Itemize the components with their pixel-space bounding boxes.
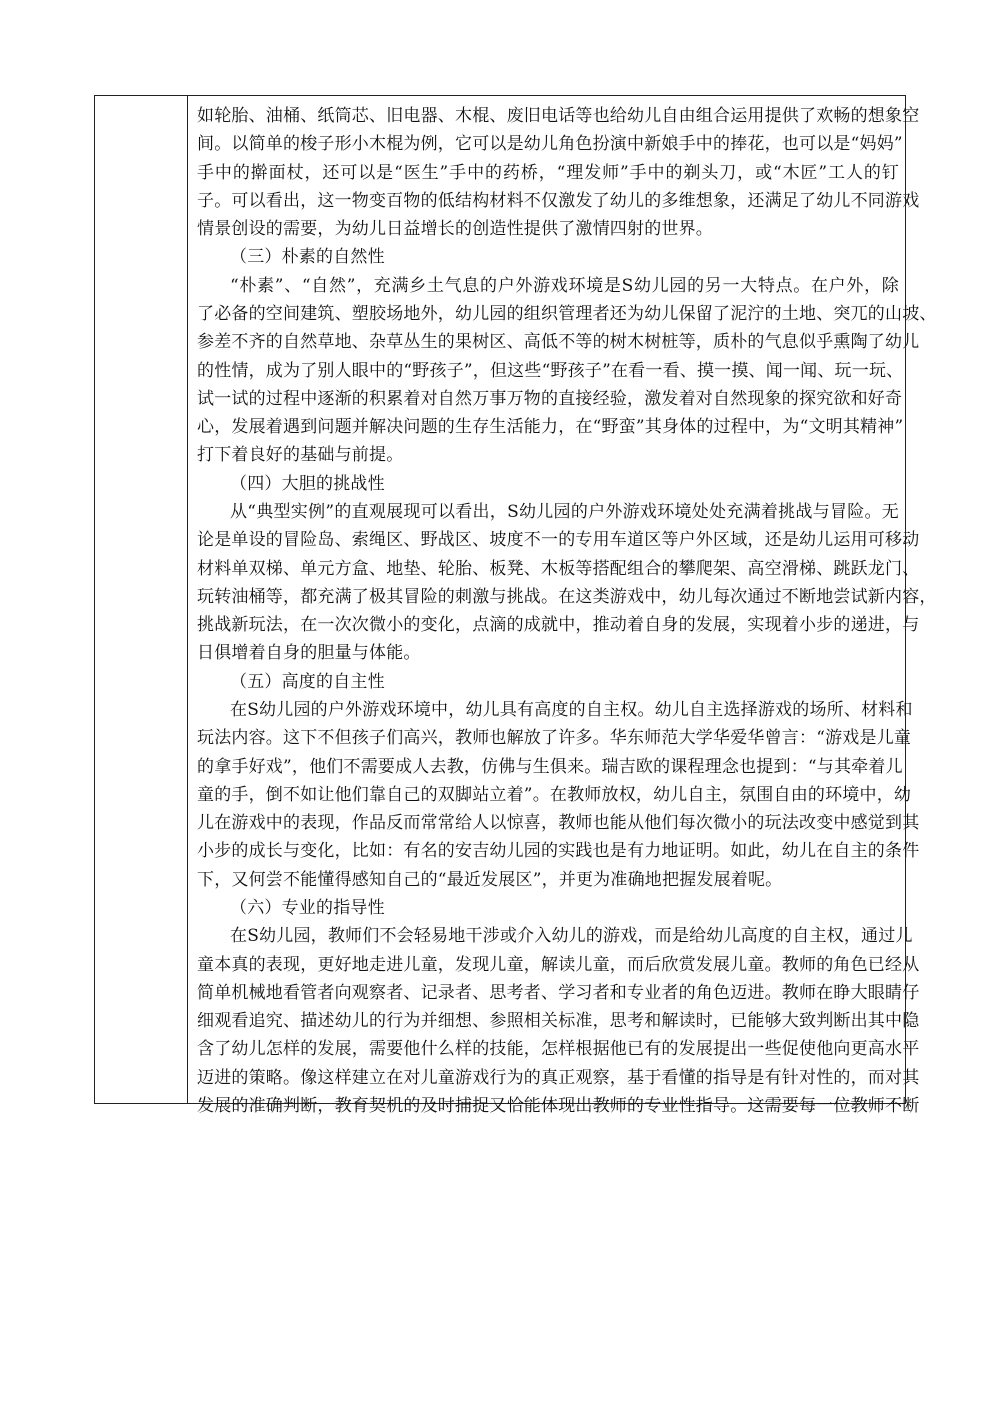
text-line: 材料单双梯、单元方盒、地垫、轮胎、板凳、木板等搭配组合的攀爬架、高空滑梯、跳跃龙门、 (197, 558, 920, 579)
table-left-column (95, 96, 188, 1103)
text-line: 挑战新玩法，在一次次微小的变化，点滴的成就中，推动着自身的发展，实现着小步的递进，与 (197, 615, 920, 636)
text-line: 参差不齐的自然草地、杂草丛生的果树区、高低不等的树木树桩等，质朴的气息似乎熏陶了幼儿 (197, 332, 920, 353)
text-line: 玩转油桶等，都充满了极其冒险的刺激与挑战。在这类游戏中，幼儿每次通过不断地尝试新内容， (197, 586, 937, 607)
text-line: 情景创设的需要，为幼儿日益增长的创造性提供了激情四射的世界。 (197, 219, 713, 240)
text-line: 的拿手好戏”，他们不需要成人去教，仿佛与生俱来。瑞吉欧的课程理念也提到：“与其牵着儿 (197, 756, 903, 777)
text-line: 小步的成长与变化，比如：有名的安吉幼儿园的实践也是有力地证明。如此，幼儿在自主的条件 (197, 841, 920, 862)
text-line: 子。可以看出，这一物变百物的低结构材料不仅激发了幼儿的多维想象，还满足了幼儿不同游戏 (197, 190, 920, 211)
text-line: “朴素”、“自然”，充满乡土气息的户外游戏环境是S幼儿园的另一大特点。在户外，除 (230, 275, 899, 296)
section-heading: （三）朴素的自然性 (230, 247, 385, 268)
text-line: 如轮胎、油桶、纸筒芯、旧电器、木棍、废旧电话等也给幼儿自由组合运用提供了欢畅的想象空 (197, 106, 920, 126)
text-line: 发展的准确判断，教育契机的及时捕捉又恰能体现出教师的专业性指导。这需要每一位教师不断 (197, 1096, 920, 1116)
text-line: 童本真的表现，更好地走进儿童，发现儿童，解读儿童，而后欣赏发展儿童。教师的角色已经从 (197, 954, 920, 975)
text-line: 细观看追究、描述幼儿的行为并细想、参照相关标准，思考和解读时，已能够大致判断出其中隐 (197, 1011, 920, 1032)
text-line: 间。以简单的梭子形小木棍为例，它可以是幼儿角色扮演中新娘手中的捧花，也可以是“妈妈” (197, 134, 903, 155)
text-line: 在S幼儿园的户外游戏环境中，幼儿具有高度的自主权。幼儿自主选择游戏的场所、材料和 (230, 700, 913, 720)
text-line: 童的手，倒不如让他们靠自己的双脚站立着”。在教师放权，幼儿自主，氛围自由的环境中，幼 (197, 784, 912, 805)
table-content-cell (188, 96, 937, 1116)
section-heading: （四）大胆的挑战性 (230, 473, 385, 494)
text-line: 简单机械地看管者向观察者、记录者、思考者、学习者和专业者的角色迈进。教师在睁大眼睛仔 (197, 982, 920, 1003)
text-line: 日俱增着自身的胆量与体能。 (197, 643, 421, 664)
text-line: 试一试的过程中逐渐的积累着对自然万事万物的直接经验，激发着对自然现象的探究欲和好奇 (197, 388, 903, 409)
document-table (94, 95, 937, 1116)
section-heading: （六）专业的指导性 (230, 898, 385, 918)
text-line: 论是单设的冒险岛、索绳区、野战区、坡度不一的专用车道区等户外区域，还是幼儿运用可移动 (197, 530, 920, 551)
section-heading: （五）高度的自主性 (230, 671, 385, 692)
text-line: 下，又何尝不能懂得感知自己的“最近发展区”，并更为准确地把握发展着呢。 (197, 869, 783, 890)
text-line: 的性情，成为了别人眼中的“野孩子”，但这些“野孩子”在看一看、摸一摸、闻一闻、玩一玩、 (197, 360, 904, 381)
text-line: 手中的擀面杖，还可以是“医生”手中的药桥，“理发师”手中的剃头刀，或“木匠”工人的钉 (197, 162, 899, 183)
text-line: 打下着良好的基础与前提。 (197, 445, 404, 466)
text-line: 含了幼儿怎样的发展，需要他什么样的技能，怎样根据他已有的发展提出一些促使他向更高水平 (197, 1039, 920, 1060)
text-line: 迈进的策略。像这样建立在对儿童游戏行为的真正观察，基于看懂的指导是有针对性的，而对其 (197, 1067, 920, 1088)
text-line: 儿在游戏中的表现，作品反而常常给人以惊喜，教师也能从他们每次微小的玩法改变中感觉到其 (197, 813, 920, 834)
text-line: 在S幼儿园，教师们不会轻易地干涉或介入幼儿的游戏，而是给幼儿高度的自主权，通过儿 (230, 926, 913, 947)
text-line: 心，发展着遇到问题并解决问题的生存生活能力，在“野蛮”其身体的过程中，为“文明其精神” (197, 417, 904, 438)
text-line: 从“典型实例”的直观展现可以看出，S幼儿园的户外游戏环境处处充满着挑战与冒险。无 (230, 502, 899, 522)
text-line: 了必备的空间建筑、塑胶场地外，幼儿园的组织管理者还为幼儿保留了泥泞的土地、突兀的山坡、 (197, 304, 937, 324)
text-line: 玩法内容。这下不但孩子们高兴，教师也解放了许多。华东师范大学华爱华曾言：“游戏是儿童 (197, 728, 912, 749)
